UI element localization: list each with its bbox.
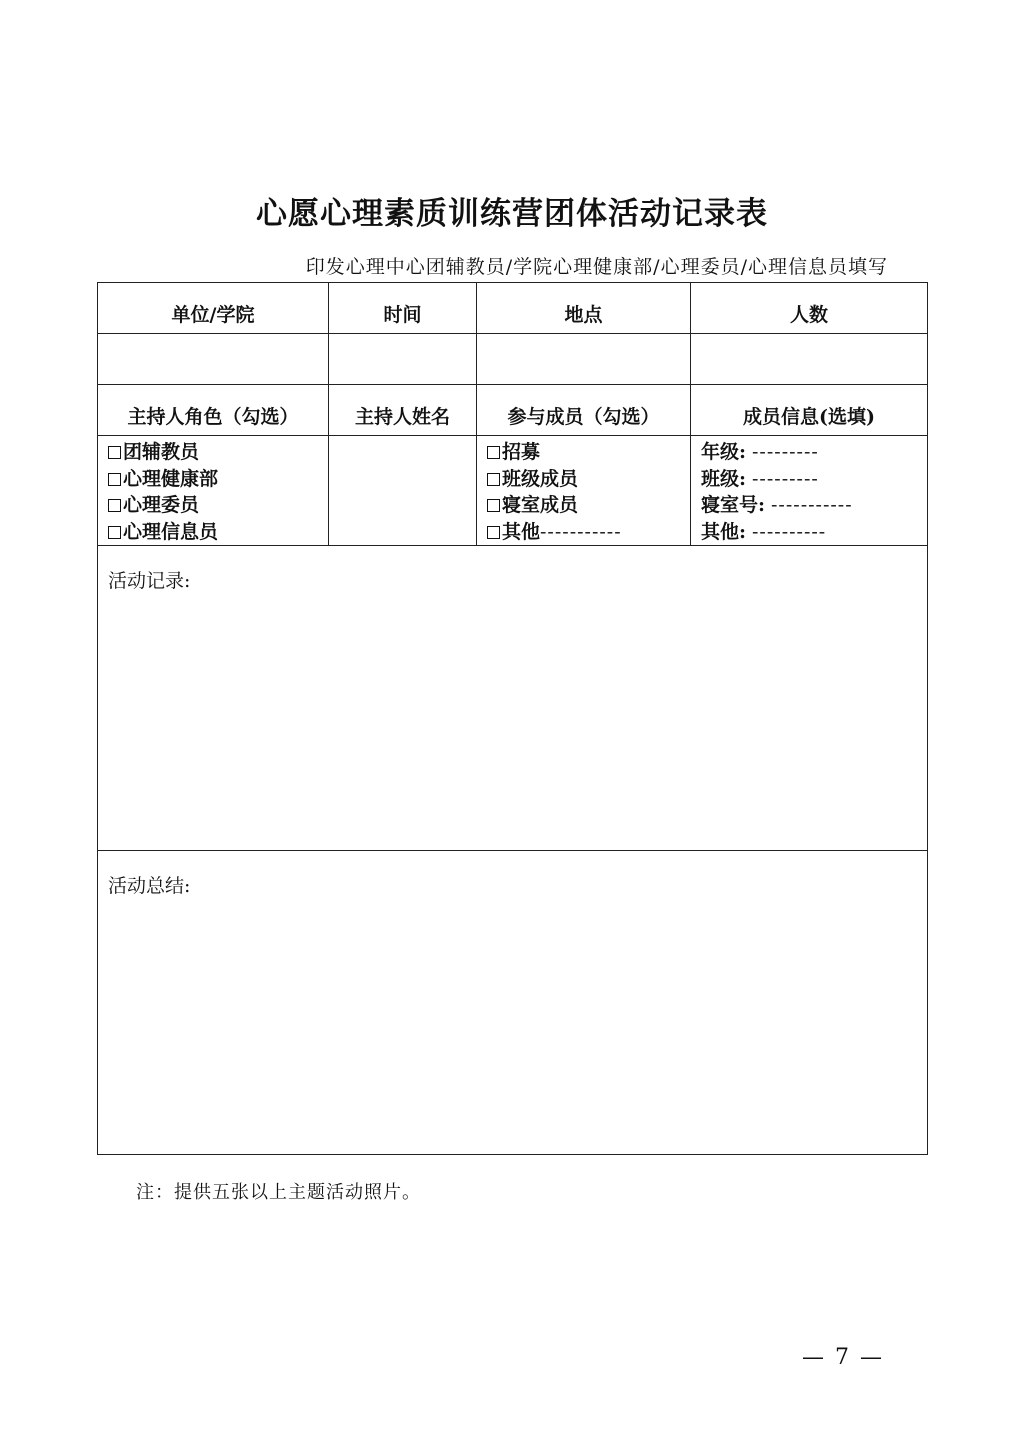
record-label: 活动记录:: [108, 570, 191, 592]
header-unit: 单位/学院: [98, 283, 329, 334]
info-line: [701, 519, 927, 546]
header-count: 人数: [691, 283, 928, 334]
info-blank[interactable]: ---------: [752, 467, 819, 490]
summary-row: [98, 851, 928, 1155]
member-label: 其他: [502, 520, 541, 543]
checkbox-icon[interactable]: [487, 446, 500, 459]
host-role-label: 团辅教员: [123, 441, 200, 463]
host-role-option[interactable]: [108, 519, 328, 546]
checkbox-icon[interactable]: [487, 473, 500, 486]
options-row: [98, 436, 928, 546]
checkbox-icon[interactable]: [108, 526, 121, 539]
header-location: 地点: [477, 283, 691, 334]
info-line: [701, 466, 927, 493]
info-blank[interactable]: -----------: [771, 494, 853, 516]
checkbox-icon[interactable]: [487, 526, 500, 539]
form-subtitle: 印发心理中心团辅教员/学院心理健康部/心理委员/心理信息员填写: [305, 256, 888, 278]
member-options: [477, 436, 691, 546]
member-option[interactable]: [487, 519, 690, 546]
footnote: 注：提供五张以上主题活动照片。: [136, 1182, 421, 1203]
host-role-option[interactable]: [108, 492, 328, 519]
member-option[interactable]: [487, 439, 690, 466]
header-host-role: 主持人角色（勾选）: [98, 385, 329, 436]
unit-field[interactable]: [98, 334, 329, 385]
member-label: 招募: [502, 441, 541, 463]
checkbox-icon[interactable]: [108, 473, 121, 486]
checkbox-icon[interactable]: [108, 446, 121, 459]
header-row-2: [98, 385, 928, 436]
info-blank[interactable]: ----------: [752, 520, 827, 543]
count-field[interactable]: [691, 334, 928, 385]
member-label: 班级成员: [502, 467, 579, 490]
checkbox-icon[interactable]: [487, 499, 500, 512]
time-field[interactable]: [329, 334, 477, 385]
member-info-fields: [691, 436, 928, 546]
member-option[interactable]: [487, 466, 690, 493]
host-role-label: 心理信息员: [123, 520, 219, 543]
header-member-info: 成员信息(选填): [691, 385, 928, 436]
info-label: 年级:: [701, 441, 747, 463]
info-line: [701, 439, 927, 466]
page-number: — 7 —: [802, 1345, 884, 1370]
info-blank[interactable]: ---------: [752, 441, 819, 463]
activity-record-field[interactable]: [98, 546, 928, 851]
other-blank[interactable]: -----------: [540, 520, 622, 543]
checkbox-icon[interactable]: [108, 499, 121, 512]
header-host-name: 主持人姓名: [329, 385, 477, 436]
record-row: [98, 546, 928, 851]
host-role-options: [98, 436, 329, 546]
host-name-field[interactable]: [329, 436, 477, 546]
header-members: 参与成员（勾选）: [477, 385, 691, 436]
host-role-label: 心理健康部: [123, 467, 219, 490]
location-field[interactable]: [477, 334, 691, 385]
blank-row: [98, 334, 928, 385]
info-label: 寝室号:: [701, 494, 766, 516]
activity-summary-field[interactable]: [98, 851, 928, 1155]
host-role-option[interactable]: [108, 439, 328, 466]
summary-label: 活动总结:: [108, 875, 191, 897]
info-line: [701, 492, 927, 519]
header-time: 时间: [329, 283, 477, 334]
header-row: [98, 283, 928, 334]
member-option[interactable]: [487, 492, 690, 519]
form-title: 心愿心理素质训练营团体活动记录表: [256, 196, 768, 232]
member-label: 寝室成员: [502, 494, 579, 516]
host-role-option[interactable]: [108, 466, 328, 493]
host-role-label: 心理委员: [123, 494, 200, 516]
info-label: 班级:: [701, 467, 747, 490]
activity-record-table: [97, 282, 928, 1155]
info-label: 其他:: [701, 520, 747, 543]
